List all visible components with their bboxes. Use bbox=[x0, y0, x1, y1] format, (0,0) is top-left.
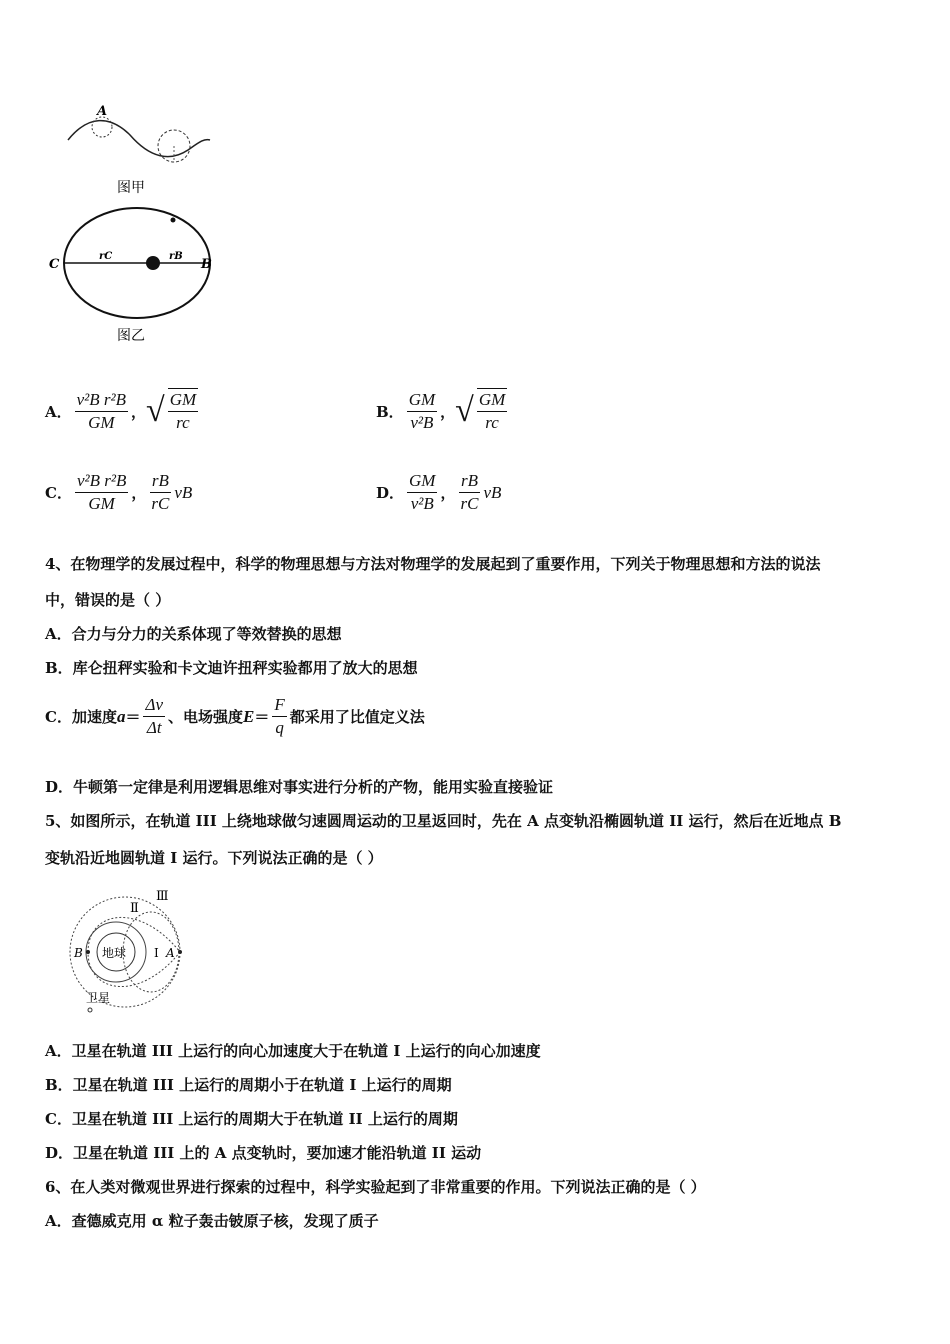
q3-a-fraction1: $\frac{\text{v²B r²B}}{GM}$ bbox=[76, 389, 127, 432]
q5-stem-line2: 变轨沿近地圆轨道 I 运行。下列说法正确的是（ ） bbox=[45, 849, 383, 867]
q3-option-a[interactable]: A． $\frac{\text{v²B r²B}}{GM}$ ， √ $\frac{GM}{rc}$ bbox=[45, 388, 201, 434]
q4-c-fraction-a: $\frac{\Delta v}{\Delta t}$ bbox=[145, 695, 163, 737]
q3-option-b[interactable]: B． $\frac{GM}{\text{v²B}}$ ， √ $\frac{GM}{rc}$ bbox=[376, 388, 510, 434]
orbit-label-ii: Ⅱ bbox=[130, 901, 139, 916]
q6-stem: 6、在人类对微观世界进行探索的过程中，科学实验起到了非常重要的作用。下列说法正确的是（ ） bbox=[45, 1178, 706, 1196]
q3-option-d[interactable]: D． $\frac{GM}{\text{v²B}}$ ， $\frac{rB}{rC}$ vB bbox=[376, 471, 502, 513]
q5-option-c[interactable]: C．卫星在轨道 III 上运行的周期大于在轨道 II 上运行的周期 bbox=[45, 1110, 458, 1128]
q4-stem-line2: 中，错误的是（ ） bbox=[45, 591, 171, 609]
orbit-label-i: I bbox=[154, 946, 159, 960]
q4-option-c[interactable]: C．加速度 a ＝ $\frac{\Delta v}{\Delta t}$ 、电场强度 E ＝ $\frac{F}{q}$ 都采用了比值定义法 bbox=[45, 695, 425, 737]
q3-d-fraction1: $\frac{GM}{\text{v²B}}$ bbox=[409, 471, 436, 513]
fig-yi-caption: 图乙 bbox=[117, 328, 145, 344]
figure-orbits bbox=[50, 880, 200, 1015]
orbit-label-a: A bbox=[166, 946, 175, 960]
q3-option-d-label: D． bbox=[376, 484, 405, 502]
figure-yi bbox=[45, 200, 225, 348]
q3-option-c[interactable]: C． $\frac{\text{v²B r²B}}{GM}$ ， $\frac{rB}{rC}$ vB bbox=[45, 471, 193, 513]
q3-c-fraction1: $\frac{\text{v²B r²B}}{GM}$ bbox=[76, 471, 127, 513]
q3-option-a-label: A． bbox=[45, 402, 72, 421]
q3-b-fraction1: $\frac{GM}{\text{v²B}}$ bbox=[408, 389, 436, 432]
q3-option-c-label: C． bbox=[45, 484, 72, 502]
orbit-label-iii: Ⅲ bbox=[156, 889, 169, 904]
figure-jia bbox=[60, 100, 220, 195]
fig-yi-label-rb: rB bbox=[169, 251, 183, 262]
q6-option-a[interactable]: A．查德威克用 α 粒子轰击铍原子核，发现了质子 bbox=[45, 1212, 379, 1230]
fig-jia-label-a: A bbox=[97, 104, 108, 119]
q4-c-fraction-e: $\frac{F}{q}$ bbox=[274, 695, 285, 737]
q3-b-sqrt: √ $\frac{GM}{rc}$ bbox=[455, 390, 506, 432]
fig-jia-caption: 图甲 bbox=[117, 180, 145, 195]
q4-option-d[interactable]: D．牛顿第一定律是利用逻辑思维对事实进行分析的产物，能用实验直接验证 bbox=[45, 778, 554, 796]
q3-d-fraction2: $\frac{rB}{rC}$ bbox=[460, 471, 479, 513]
q5-option-d[interactable]: D．卫星在轨道 III 上的 A 点变轨时，要加速才能沿轨道 II 运动 bbox=[45, 1144, 482, 1162]
q4-option-b[interactable]: B．库仑扭秤实验和卡文迪许扭秤实验都用了放大的思想 bbox=[45, 659, 418, 677]
fig-yi-label-c: C bbox=[49, 257, 60, 272]
q3-option-b-label: B． bbox=[376, 402, 404, 421]
q3-a-sqrt: √ $\frac{GM}{rc}$ bbox=[146, 390, 197, 432]
fig-yi-label-b: B bbox=[201, 257, 212, 272]
q5-stem-line1: 5、如图所示，在轨道 III 上绕地球做匀速圆周运动的卫星返回时，先在 A 点变轨沿椭圆轨道 II 运行，然后在近地点 B bbox=[45, 812, 842, 830]
q5-option-b[interactable]: B．卫星在轨道 III 上运行的周期小于在轨道 I 上运行的周期 bbox=[45, 1076, 452, 1094]
q5-option-a[interactable]: A．卫星在轨道 III 上运行的向心加速度大于在轨道 I 上运行的向心加速度 bbox=[45, 1042, 541, 1060]
fig-yi-label-rc: rC bbox=[99, 251, 113, 262]
q4-stem-line1: 4、在物理学的发展过程中，科学的物理思想与方法对物理学的发展起到了重要作用，下列关于物理思想和方法的说法 bbox=[45, 555, 821, 573]
q3-c-fraction2: $\frac{rB}{rC}$ bbox=[151, 471, 170, 513]
q4-option-a[interactable]: A．合力与分力的关系体现了等效替换的思想 bbox=[45, 625, 342, 643]
orbit-earth-label: 地球 bbox=[102, 946, 127, 960]
orbit-label-b: B bbox=[74, 946, 83, 960]
orbit-satellite-label: 卫星 bbox=[86, 991, 111, 1005]
